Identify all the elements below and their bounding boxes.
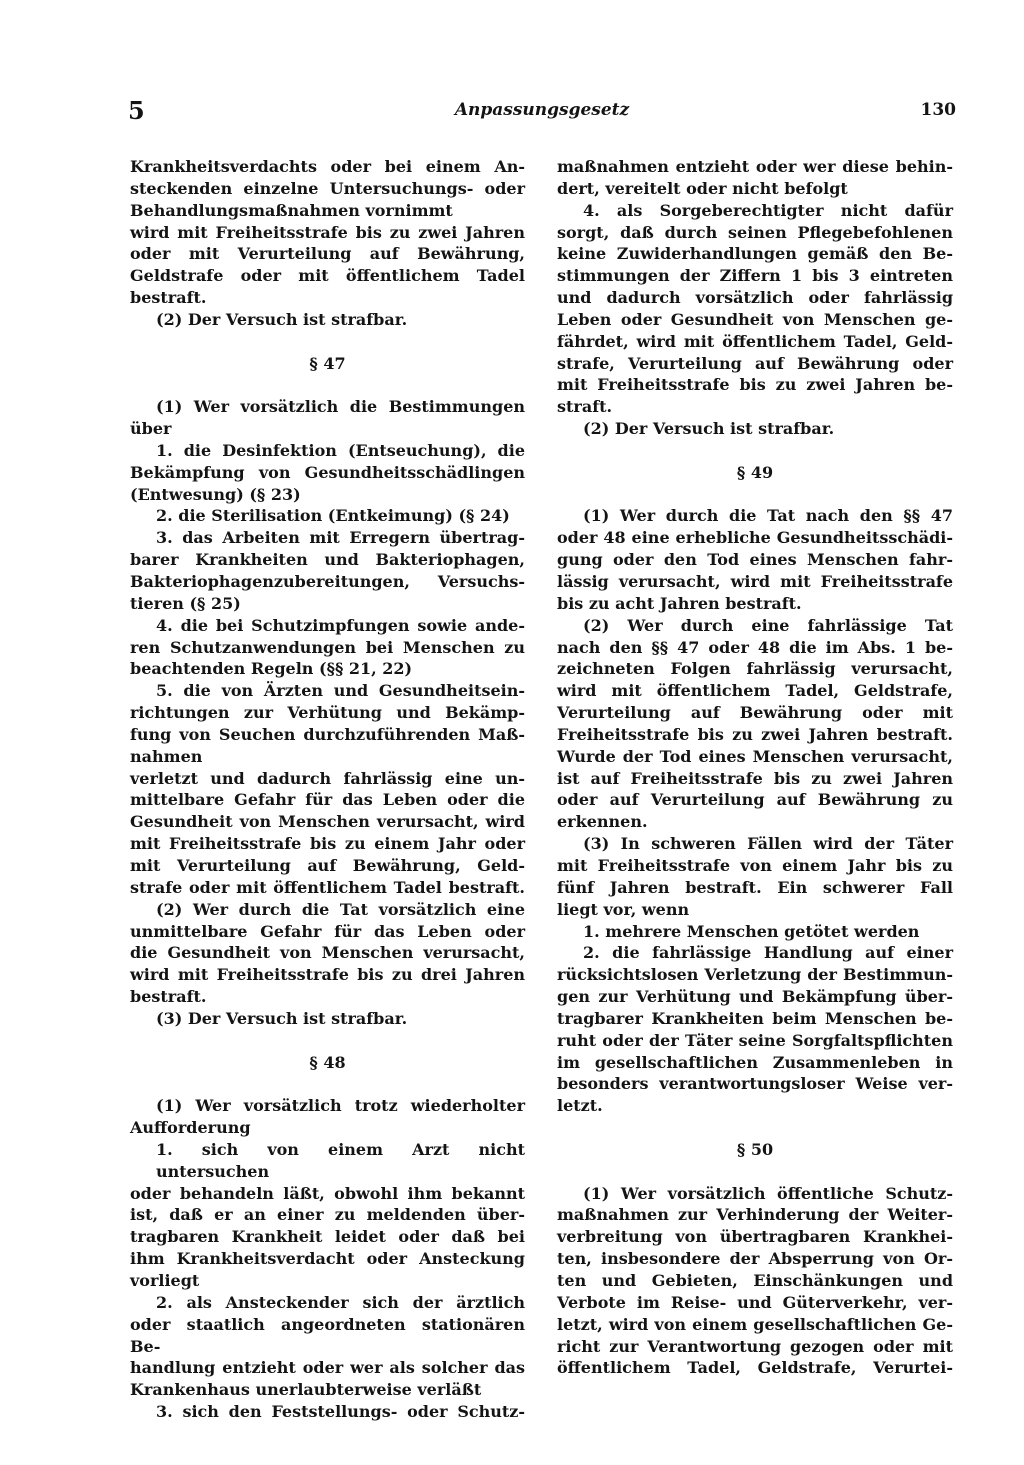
section-heading: § 49 — [736, 462, 774, 482]
running-title: Anpassungsgesetz — [454, 100, 630, 120]
text-line: 5. die von Ärzten und Gesundheitsein- — [156, 681, 525, 701]
text-line: gung oder den Tod eines Menschen fahr- — [557, 550, 953, 570]
text-line: wird mit Freiheitsstrafe bis zu zwei Jahren — [130, 222, 525, 242]
text-line: oder auf Verurteilung auf Bewährung zu — [557, 790, 953, 810]
text-line: und dadurch vorsätzlich oder fahrlässig — [557, 288, 953, 308]
section-heading: § 48 — [309, 1052, 346, 1072]
text-line: 2. die fahrlässige Handlung auf einer — [583, 943, 953, 963]
text-line: ten, insbesondere der Absperrung von Or- — [557, 1249, 953, 1269]
text-line: Krankenhaus unerlaubterweise verläßt — [130, 1380, 482, 1400]
text-line: verletzt und dadurch fahrlässig eine un- — [130, 768, 525, 788]
text-line: oder mit Verurteilung auf Bewährung, — [130, 244, 525, 264]
text-line: beachtenden Regeln (§§ 21, 22) — [130, 659, 413, 679]
text-line: fünf Jahren bestraft. Ein schwerer Fall — [557, 877, 953, 897]
text-line: steckenden einzelne Untersuchungs- oder — [130, 178, 525, 198]
text-line: Wurde der Tod eines Menschen verursacht, — [557, 746, 953, 766]
text-line: nahmen — [130, 746, 203, 766]
text-line: (1) Wer vorsätzlich öffentliche Schutz- — [583, 1183, 953, 1203]
text-line: (2) Der Versuch ist strafbar. — [156, 309, 408, 329]
text-line: (2) Wer durch die Tat vorsätzlich eine — [156, 899, 525, 919]
text-line: Bekämpfung von Gesundheitsschädlingen — [130, 462, 525, 482]
text-line: richt zur Verantwortung gezogen oder mit — [557, 1336, 953, 1356]
text-line: bestraft. — [130, 288, 207, 308]
text-line: mit Verurteilung auf Bewährung, Geld- — [130, 855, 525, 875]
text-line: Verurteilung auf Bewährung oder mit — [557, 703, 953, 723]
text-line: mit Freiheitsstrafe bis zu einem Jahr oder — [130, 834, 525, 854]
text-line: Freiheitsstrafe bis zu zwei Jahren bestraft. — [557, 724, 953, 744]
text-line: maßnahmen entzieht oder wer diese behin- — [557, 157, 953, 176]
text-line: oder 48 eine erhebliche Gesundheitsschädi- — [557, 528, 953, 548]
section-heading: § 50 — [736, 1139, 774, 1159]
text-line: (1) Wer durch die Tat nach den §§ 47 — [583, 506, 953, 526]
text-line: verbreitung von übertragbaren Krankhei- — [557, 1227, 953, 1247]
text-line: rücksichtslosen Verletzung der Bestimmun- — [557, 965, 953, 985]
text-line: keine Zuwiderhandlungen gemäß den Be- — [557, 244, 953, 264]
text-line: bis zu acht Jahren bestraft. — [557, 593, 802, 613]
text-line: liegt vor, wenn — [557, 899, 690, 919]
text-line: (3) Der Versuch ist strafbar. — [156, 1008, 408, 1028]
text-line: ist, daß er an einer zu meldenden über- — [130, 1205, 525, 1225]
text-line: (2) Wer durch eine fahrlässige Tat — [583, 615, 953, 635]
text-line: mit Freiheitsstrafe von einem Jahr bis zu — [557, 855, 953, 875]
text-line: letzt. — [557, 1096, 603, 1116]
text-line: 2. die Sterilisation (Entkeimung) (§ 24) — [156, 506, 510, 526]
text-line: handlung entzieht oder wer als solcher das — [130, 1358, 525, 1378]
text-line: letzt, wird von einem gesellschaftlichen Ge- — [557, 1314, 953, 1334]
text-line: stimmungen der Ziffern 1 bis 3 eintreten — [557, 266, 953, 286]
text-line: oder staatlich angeordneten stationären Be- — [130, 1314, 525, 1356]
text-line: 3. das Arbeiten mit Erregern übertrag- — [156, 528, 525, 548]
text-line: 1. die Desinfektion (Entseuchung), die — [156, 440, 525, 460]
text-line: (1) Wer vorsätzlich trotz wiederholter — [156, 1096, 525, 1116]
text-line: 3. sich den Feststellungs- oder Schutz- — [156, 1402, 525, 1422]
text-line: (3) In schweren Fällen wird der Täter — [583, 834, 953, 854]
page-number: 130 — [920, 100, 956, 120]
text-line: Behandlungsmaßnahmen vornimmt — [130, 200, 453, 220]
text-line: vorliegt — [130, 1270, 200, 1290]
text-line: (2) Der Versuch ist strafbar. — [583, 419, 835, 439]
text-line: öffentlichem Tadel, Geldstrafe, Verurtei- — [557, 1358, 953, 1378]
text-line: tieren (§ 25) — [130, 593, 241, 613]
text-line: ist auf Freiheitsstrafe bis zu zwei Jahren — [557, 768, 953, 788]
text-line: lässig verursacht, wird mit Freiheitsstrafe — [557, 572, 953, 591]
text-line: straft. — [557, 397, 613, 417]
text-line: tragbarer Krankheiten beim Menschen be- — [557, 1008, 953, 1028]
text-line: nach den §§ 47 oder 48 die im Abs. 1 be- — [557, 637, 953, 657]
text-line: Aufforderung — [130, 1118, 251, 1138]
text-line: Gesundheit von Menschen verursacht, wird — [130, 812, 525, 832]
text-line: (Entwesung) (§ 23) — [130, 484, 301, 504]
text-line: tragbaren Krankheit leidet oder daß bei — [130, 1227, 525, 1247]
chapter-number: 5 — [128, 96, 145, 125]
text-line: gen zur Verhütung und Bekämpfung über- — [557, 987, 953, 1007]
text-line: über — [130, 419, 172, 439]
text-line: richtungen zur Verhütung und Bekämp- — [130, 703, 525, 723]
section-heading: § 47 — [309, 353, 346, 373]
text-line: 2. als Ansteckender sich der ärztlich — [156, 1292, 525, 1312]
text-line: maßnahmen zur Verhinderung der Weiter- — [557, 1205, 953, 1225]
text-line: wird mit öffentlichem Tadel, Geldstrafe, — [557, 681, 953, 701]
text-line: strafe oder mit öffentlichem Tadel bestraft. — [130, 877, 525, 897]
text-line: ihm Krankheitsverdacht oder Ansteckung — [130, 1249, 525, 1269]
text-line: im gesellschaftlichen Zusammenleben in — [557, 1052, 953, 1072]
text-line: sorgt, daß durch seinen Pflegebefohlenen — [557, 222, 953, 242]
page-header — [128, 96, 956, 126]
text-line: Verbote im Reise- und Güterverkehr, ver- — [557, 1292, 953, 1312]
text-line: zeichneten Folgen fahrlässig verursacht, — [557, 659, 953, 679]
text-line: 4. die bei Schutzimpfungen sowie ande- — [156, 615, 525, 635]
text-line: ruht oder der Täter seine Sorgfaltspflichten — [557, 1030, 953, 1050]
text-line: Geldstrafe oder mit öffentlichem Tadel — [130, 266, 525, 286]
text-line: Bakteriophagenzubereitungen, Versuchs- — [130, 572, 525, 591]
text-line: fährdet, wird mit öffentlichem Tadel, Geld- — [557, 331, 953, 351]
right-column — [557, 156, 953, 1379]
text-line: (1) Wer vorsätzlich die Bestimmungen — [156, 397, 525, 417]
text-line: 4. als Sorgeberechtigter nicht dafür — [583, 200, 953, 220]
text-line: fung von Seuchen durchzuführenden Maß- — [130, 724, 525, 744]
text-line: barer Krankheiten und Bakteriophagen, — [130, 550, 525, 570]
text-line: Leben oder Gesundheit von Menschen ge- — [557, 309, 953, 329]
text-line: die Gesundheit von Menschen verursacht, — [130, 943, 525, 963]
text-line: mittelbare Gefahr für das Leben oder die — [130, 790, 525, 810]
text-line: wird mit Freiheitsstrafe bis zu drei Jahren — [130, 965, 525, 985]
text-line: dert, vereitelt oder nicht befolgt — [557, 178, 848, 198]
text-line: besonders verantwortungsloser Weise ver- — [557, 1074, 953, 1094]
text-line: Krankheitsverdachts oder bei einem An- — [130, 157, 525, 176]
text-line: ren Schutzanwendungen bei Menschen zu — [130, 637, 525, 657]
text-line: 1. mehrere Menschen getötet werden — [583, 921, 920, 941]
text-line: ten und Gebieten, Einschänkungen und — [557, 1270, 953, 1290]
text-line: erkennen. — [557, 812, 648, 832]
text-line: strafe, Verurteilung auf Bewährung oder — [557, 353, 953, 373]
text-line: 1. sich von einem Arzt nicht untersuchen — [156, 1139, 525, 1181]
text-line: mit Freiheitsstrafe bis zu zwei Jahren be- — [557, 375, 953, 395]
left-column — [130, 156, 525, 1423]
text-line: unmittelbare Gefahr für das Leben oder — [130, 921, 525, 941]
text-line: bestraft. — [130, 987, 207, 1007]
text-line: oder behandeln läßt, obwohl ihm bekannt — [130, 1183, 525, 1203]
